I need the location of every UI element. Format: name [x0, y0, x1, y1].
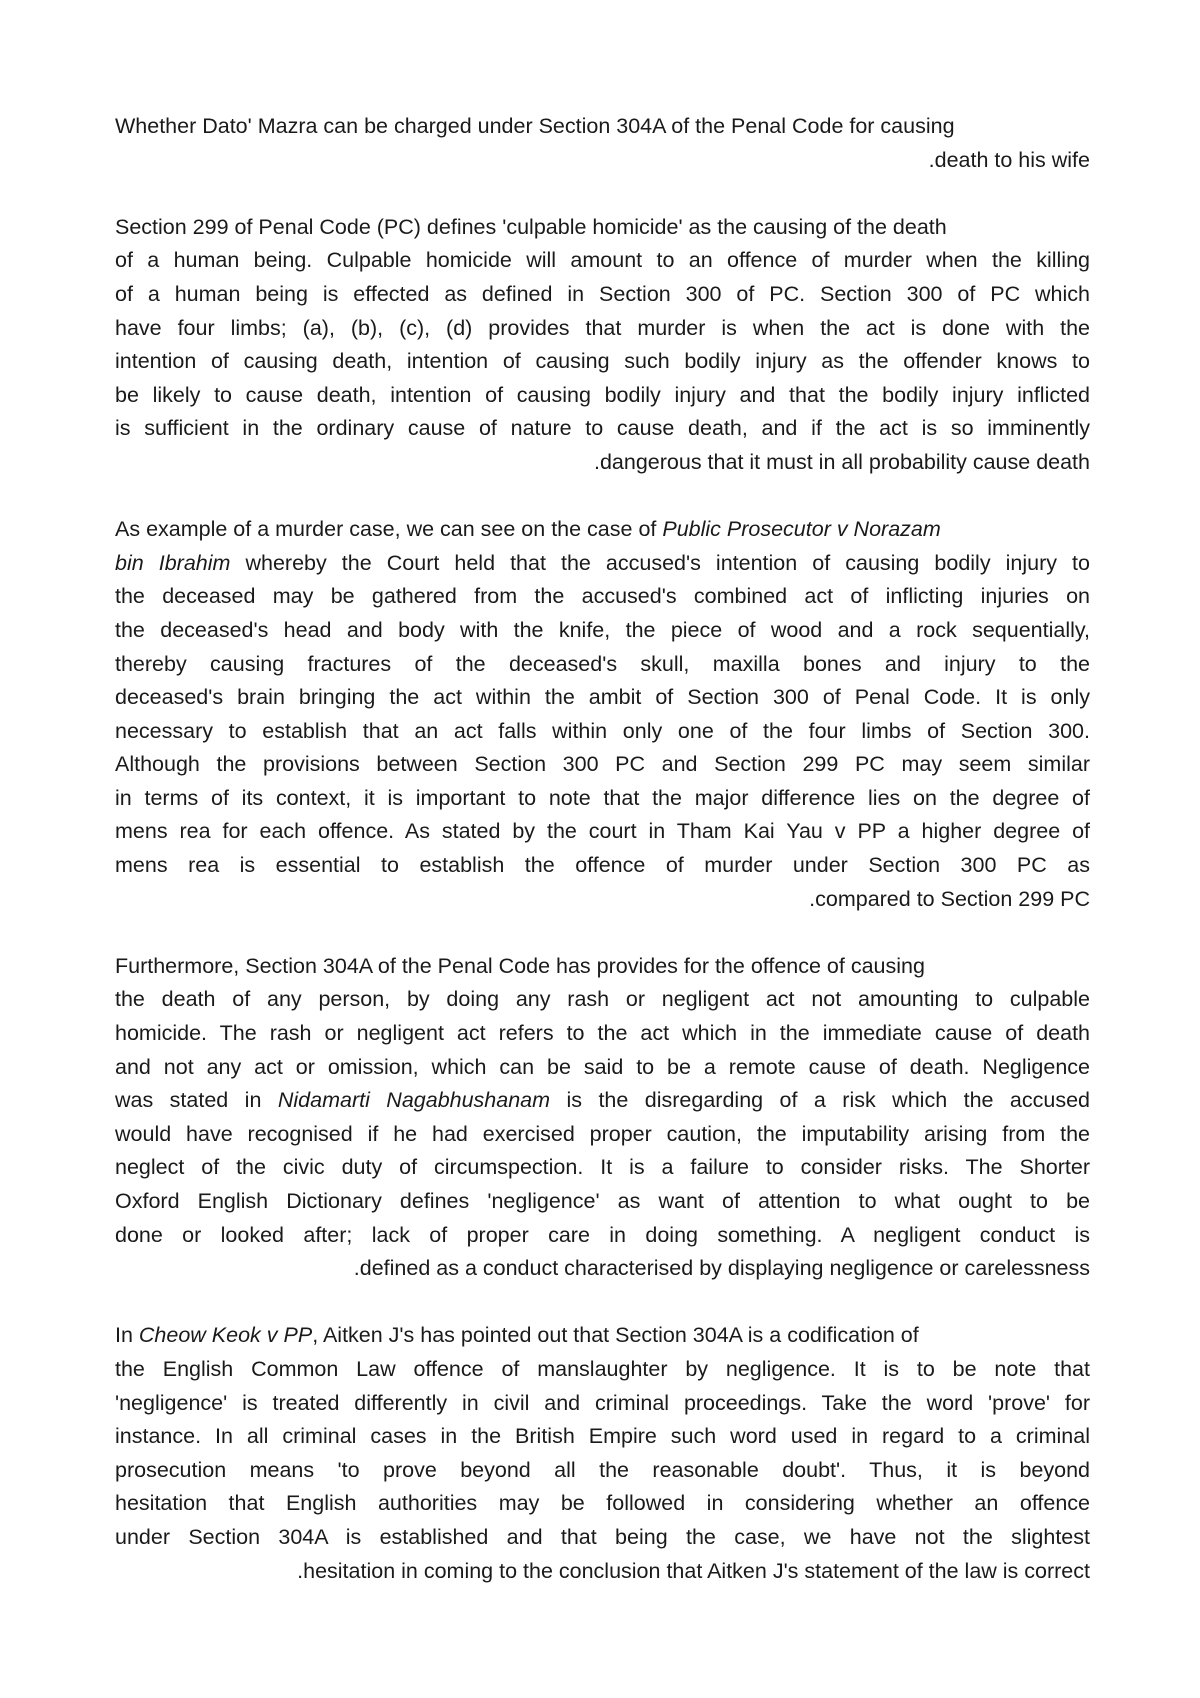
paragraph-line: the death of any person, by doing any rash or negligent act not amounting to culpable	[115, 987, 1090, 1012]
paragraph-line: Oxford English Dictionary defines 'negligence' as want of attention to what ought to be	[115, 1189, 1090, 1213]
case-citation: bin Ibrahim	[115, 550, 231, 575]
paragraph-line: .dangerous that it must in all probability cause death	[594, 449, 1090, 474]
paragraph-line: have four limbs; (a), (b), (c), (d) provides that murder is when the act is done with the	[115, 315, 1090, 340]
paragraph-cheow-keok	[115, 1319, 1090, 1588]
paragraph-line: homicide. The rash or negligent act refers to the act which in the immediate cause of death	[115, 1021, 1090, 1046]
text-run: is the disregarding of a risk which the accused	[550, 1088, 1090, 1113]
paragraph-line	[115, 1319, 1090, 1353]
paragraph-line: Furthermore, Section 304A of the Penal Code has provides for the offence of causing	[115, 953, 925, 978]
document-page	[115, 110, 1090, 1622]
paragraph-line: hesitation that English authorities may be followed in considering whether an offence	[115, 1491, 1090, 1516]
case-citation: Public Prosecutor v Norazam	[662, 517, 941, 542]
paragraph-line: prosecution means 'to prove beyond all the reasonable doubt'. Thus, it is beyond	[115, 1457, 1090, 1482]
paragraph-line: would have recognised if he had exercised proper caution, the imputability arising from the	[115, 1121, 1090, 1146]
paragraph-line: thereby causing fractures of the deceased's skull, maxilla bones and injury to the	[115, 651, 1090, 676]
paragraph-line: Although the provisions between Section 300 PC and Section 299 PC may seem similar	[115, 752, 1090, 777]
text-run: whereby the Court held that the accused's intention of causing bodily injury to	[230, 550, 1090, 575]
paragraph-line: .compared to Section 299 PC	[809, 886, 1090, 911]
paragraph-line	[115, 513, 1090, 547]
paragraph-line: deceased's brain bringing the act within the ambit of Section 300 of Penal Code. It is only	[115, 685, 1090, 710]
paragraph-line: in terms of its context, it is important to note that the major difference lies on the degree of	[115, 785, 1090, 810]
paragraph-line: of a human being. Culpable homicide will amount to an offence of murder when the killing	[115, 248, 1090, 273]
paragraph-line	[115, 1084, 1090, 1118]
paragraph-section-304a	[115, 950, 1090, 1286]
heading-line-2: .death to his wife	[928, 147, 1090, 172]
case-citation: Nidamarti Nagabhushanam	[277, 1088, 551, 1113]
paragraph-line: .hesitation in coming to the conclusion that Aitken J's statement of the law is correct	[297, 1558, 1090, 1583]
paragraph-line: of a human being is effected as defined in Section 300 of PC. Section 300 of PC which	[115, 281, 1090, 306]
paragraph-line: mens rea for each offence. As stated by the court in Tham Kai Yau v PP a higher degree of	[115, 819, 1090, 844]
paragraph-line: done or looked after; lack of proper care in doing something. A negligent conduct is	[115, 1222, 1090, 1247]
paragraph-line: instance. In all criminal cases in the British Empire such word used in regard to a criminal	[115, 1424, 1090, 1449]
paragraph-line: is sufficient in the ordinary cause of nature to cause death, and if the act is so imminently	[115, 416, 1090, 441]
text-run: was stated in	[115, 1088, 278, 1113]
paragraph-line: 'negligence' is treated differently in civil and criminal proceedings. Take the word 'prove' for	[115, 1390, 1090, 1415]
paragraph-line: under Section 304A is established and that being the case, we have not the slightest	[115, 1524, 1090, 1549]
paragraph-line: mens rea is essential to establish the offence of murder under Section 300 PC as	[115, 853, 1090, 878]
paragraph-line: the deceased's head and body with the knife, the piece of wood and a rock sequentially,	[115, 617, 1090, 642]
paragraph-section-299	[115, 211, 1090, 480]
paragraph-line: the English Common Law offence of manslaughter by negligence. It is to be note that	[115, 1356, 1090, 1381]
paragraph-line: necessary to establish that an act falls within only one of the four limbs of Section 300.	[115, 718, 1090, 743]
paragraph-line	[115, 547, 1090, 581]
paragraph-line: be likely to cause death, intention of causing bodily injury and that the bodily injury inflicted	[115, 382, 1090, 407]
paragraph-line: .defined as a conduct characterised by displaying negligence or carelessness	[353, 1256, 1090, 1281]
paragraph-line: Section 299 of Penal Code (PC) defines 'culpable homicide' as the causing of the death	[115, 214, 947, 239]
paragraph-line: and not any act or omission, which can be said to be a remote cause of death. Negligence	[115, 1054, 1090, 1079]
text-run: In	[115, 1323, 139, 1348]
text-run: , Aitken J's has pointed out that Section 304A is a codification of	[312, 1323, 919, 1348]
text-run: As example of a murder case, we can see on the case of	[115, 517, 663, 542]
paragraph-line: neglect of the civic duty of circumspection. It is a failure to consider risks. The Shorter	[115, 1155, 1090, 1180]
paragraph-line: the deceased may be gathered from the accused's combined act of inflicting injuries on	[115, 584, 1090, 609]
paragraph-murder-example	[115, 513, 1090, 916]
question-heading	[115, 110, 1090, 177]
case-citation: Cheow Keok v PP	[138, 1323, 313, 1348]
paragraph-line: intention of causing death, intention of causing such bodily injury as the offender knows to	[115, 349, 1090, 374]
heading-line-1: Whether Dato' Mazra can be charged under Section 304A of the Penal Code for causing	[115, 114, 955, 138]
